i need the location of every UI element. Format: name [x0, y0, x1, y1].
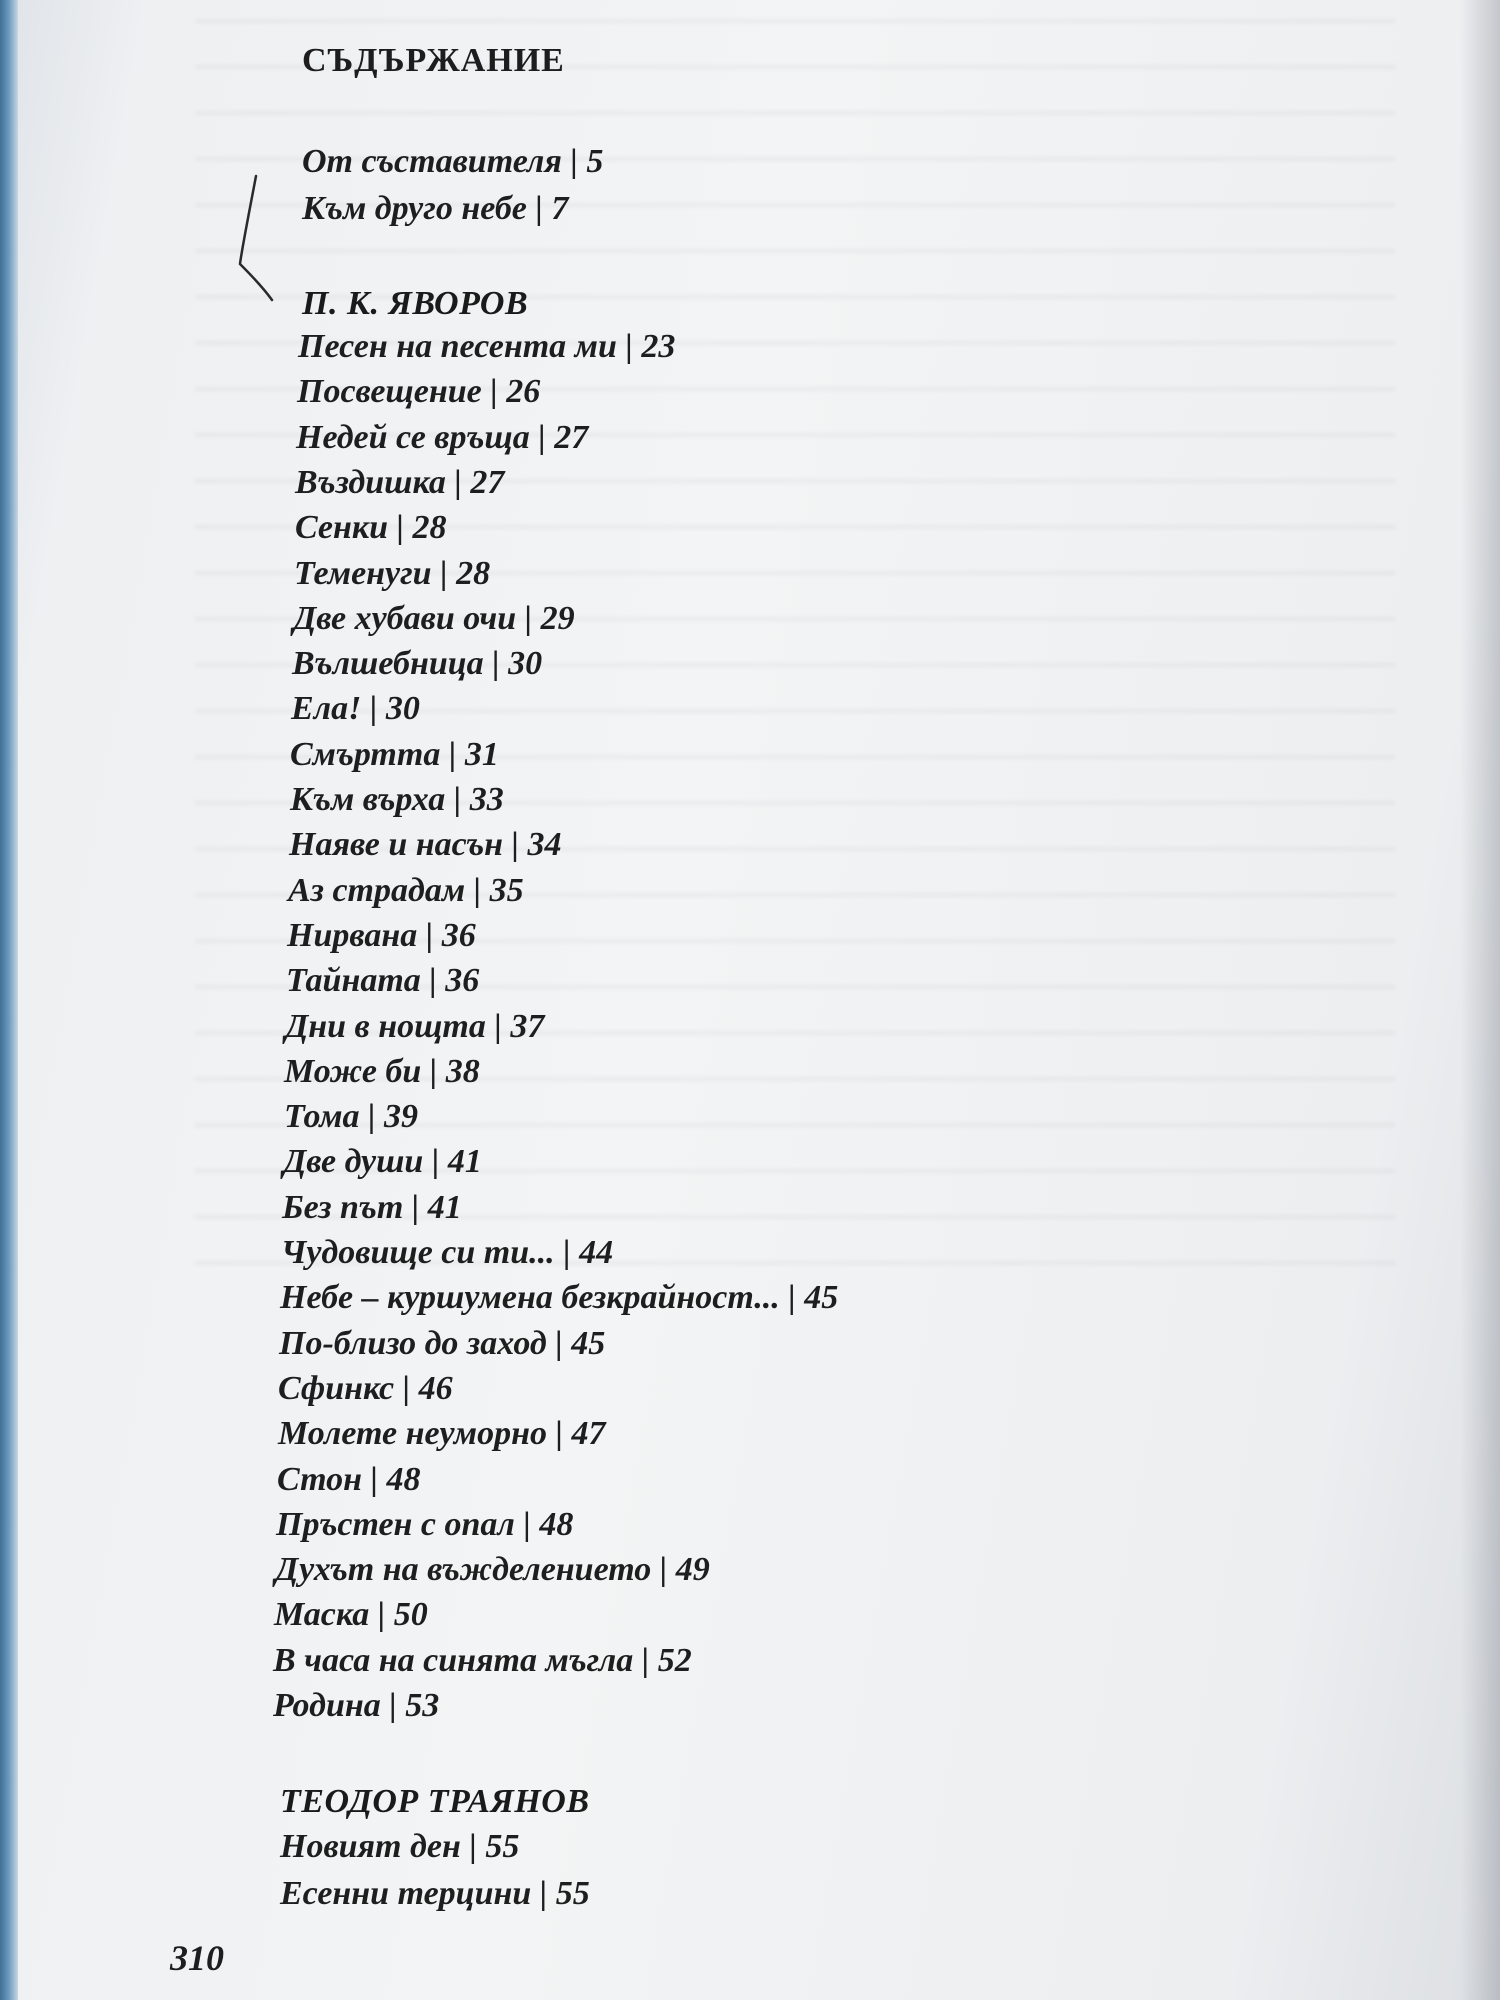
entry-page: 34: [527, 826, 562, 863]
entry-title: Нирвана: [287, 917, 418, 954]
entry-title: Недей се връща: [296, 419, 530, 456]
toc-entry: [273, 1642, 692, 1680]
entry-title: Посвещение: [297, 373, 482, 410]
entry-title: Две хубави очи: [293, 600, 517, 637]
separator: |: [362, 1461, 387, 1498]
entry-title: Без път: [282, 1189, 404, 1226]
separator: |: [546, 1415, 572, 1452]
entry-title: Въздишка: [295, 464, 446, 501]
entry-title: Молете неуморно: [278, 1415, 547, 1452]
toc-entry: [274, 1596, 428, 1634]
entry-page: 55: [555, 1875, 590, 1912]
entry-page: 39: [384, 1098, 419, 1135]
page-number: 310: [170, 1938, 224, 1978]
entry-title: Пръстен с опал: [276, 1506, 515, 1543]
toc-entry: [276, 1506, 573, 1544]
separator: |: [561, 143, 587, 180]
separator: |: [526, 190, 552, 227]
author-heading: П. К. ЯВОРОВ: [302, 285, 529, 322]
separator: |: [651, 1551, 676, 1588]
separator: |: [421, 1053, 446, 1090]
separator: |: [445, 781, 470, 818]
entry-title: Родина: [273, 1687, 381, 1724]
separator: |: [516, 600, 541, 637]
entry-title: Маска: [274, 1596, 370, 1633]
entry-title: Наяве и насън: [289, 826, 504, 863]
entry-title: Духът на въжделението: [275, 1551, 652, 1588]
entry-page: 33: [469, 781, 504, 818]
separator: |: [380, 1687, 406, 1724]
entry-page: 41: [427, 1189, 462, 1226]
entry-title: Чудовище си ти...: [281, 1234, 555, 1271]
entry-page: 46: [418, 1370, 453, 1407]
entry-title: Две души: [283, 1143, 424, 1180]
toc-entry: [289, 826, 562, 864]
entry-page: 7: [551, 190, 569, 227]
toc-entry: [290, 736, 499, 774]
entry-page: 48: [539, 1506, 574, 1543]
entry-page: 55: [485, 1828, 520, 1865]
separator: |: [361, 690, 386, 727]
entry-page: 30: [508, 645, 543, 682]
separator: |: [388, 509, 413, 546]
separator: |: [779, 1279, 805, 1316]
entry-page: 41: [447, 1143, 482, 1180]
toc-entry: [287, 917, 476, 955]
entry-title: По-близо до заход: [279, 1325, 547, 1362]
entry-title: Небе – куршумена безкрайност...: [280, 1279, 780, 1316]
entry-title: Тайната: [286, 962, 421, 999]
separator: |: [440, 736, 465, 773]
entry-page: 36: [441, 917, 476, 954]
separator: |: [483, 645, 509, 682]
entry-page: 35: [489, 872, 524, 909]
entry-title: Ела!: [291, 690, 362, 727]
separator: |: [514, 1506, 540, 1543]
toc-entry: [282, 1189, 462, 1227]
entry-title: Вълшебница: [292, 645, 484, 682]
toc-entry: [278, 1370, 453, 1408]
toc-entry: [284, 1053, 480, 1091]
toc-entry: [302, 143, 603, 181]
entry-page: 44: [579, 1234, 614, 1271]
toc-entry: [291, 690, 420, 728]
entry-title: Песен на песента ми: [298, 328, 617, 365]
separator: |: [531, 1875, 556, 1912]
entry-page: 45: [571, 1325, 606, 1362]
toc-entry: [286, 962, 479, 1000]
entry-title: От съставителя: [302, 143, 562, 180]
entry-title: Сфинкс: [278, 1370, 395, 1407]
entry-title: Аз страдам: [288, 872, 466, 909]
toc-entry: [302, 190, 568, 228]
toc-entry: [275, 1551, 710, 1589]
toc-entry: [290, 781, 504, 819]
separator: |: [403, 1189, 428, 1226]
separator: |: [554, 1234, 580, 1271]
entry-page: 48: [386, 1461, 421, 1498]
entry-page: 28: [412, 509, 447, 546]
entry-page: 27: [470, 464, 505, 501]
entry-title: Есенни терцини: [280, 1875, 532, 1912]
separator: |: [420, 962, 446, 999]
contents-heading: СЪДЪРЖАНИЕ: [302, 42, 565, 79]
author-heading: ТЕОДОР ТРАЯНОВ: [280, 1783, 590, 1820]
separator: |: [369, 1596, 394, 1633]
toc-entry: [293, 600, 575, 638]
entry-title: Новият ден: [280, 1828, 461, 1865]
entry-page: 23: [641, 328, 676, 365]
separator: |: [394, 1370, 419, 1407]
separator: |: [359, 1098, 385, 1135]
toc-entry: [296, 419, 588, 457]
separator: |: [485, 1008, 511, 1045]
entry-title: Към друго небе: [302, 190, 527, 227]
toc-entry: [277, 1461, 421, 1499]
toc-entry: [298, 328, 675, 366]
toc-entry: [297, 373, 540, 411]
separator: |: [481, 373, 507, 410]
toc-entry: [280, 1279, 838, 1317]
entry-page: 30: [385, 690, 420, 727]
entry-title: Сенки: [295, 509, 389, 546]
entry-page: 38: [445, 1053, 480, 1090]
separator: |: [503, 826, 528, 863]
entry-page: 53: [405, 1687, 440, 1724]
entry-page: 29: [540, 600, 575, 637]
toc-entry: [295, 464, 504, 502]
separator: |: [529, 419, 555, 456]
toc-entry: [273, 1687, 439, 1725]
entry-page: 45: [804, 1279, 839, 1316]
entry-title: Дни в нощта: [285, 1008, 486, 1045]
pen-check-mark: [228, 168, 298, 308]
entry-page: 31: [464, 736, 499, 773]
entry-title: Теменуги: [294, 555, 432, 592]
toc-entry: [295, 509, 447, 547]
page-gutter-shadow: [1460, 0, 1500, 2000]
entry-page: 49: [675, 1551, 710, 1588]
entry-page: 26: [506, 373, 541, 410]
toc-entry: [280, 1828, 519, 1866]
entry-title: Стон: [277, 1461, 363, 1498]
toc-entry: [283, 1143, 482, 1181]
entry-title: Към върха: [290, 781, 446, 818]
entry-title: Може би: [284, 1053, 422, 1090]
entry-page: 52: [657, 1642, 692, 1679]
separator: |: [417, 917, 442, 954]
separator: |: [431, 555, 457, 592]
entry-title: Тома: [284, 1098, 360, 1135]
entry-page: 36: [445, 962, 480, 999]
entry-page: 47: [571, 1415, 606, 1452]
toc-entry: [284, 1098, 418, 1136]
separator: |: [633, 1642, 658, 1679]
separator: |: [460, 1828, 486, 1865]
separator: |: [423, 1143, 448, 1180]
entry-title: В часа на синята мъгла: [273, 1642, 634, 1679]
toc-entry: [292, 645, 542, 683]
separator: |: [465, 872, 490, 909]
entry-title: Смъртта: [290, 736, 441, 773]
entry-page: 5: [586, 143, 604, 180]
separator: |: [616, 328, 642, 365]
toc-entry: [288, 872, 524, 910]
toc-entry: [285, 1008, 544, 1046]
toc-entry: [294, 555, 490, 593]
toc-entry: [280, 1875, 590, 1913]
entry-page: 50: [393, 1596, 428, 1633]
separator: |: [445, 464, 471, 501]
entry-page: 28: [456, 555, 491, 592]
separator: |: [546, 1325, 572, 1362]
toc-entry: [279, 1325, 605, 1363]
entry-page: 37: [510, 1008, 545, 1045]
entry-page: 27: [554, 419, 589, 456]
toc-entry: [281, 1234, 613, 1272]
toc-entry: [278, 1415, 605, 1453]
book-spine-edge: [0, 0, 18, 2000]
